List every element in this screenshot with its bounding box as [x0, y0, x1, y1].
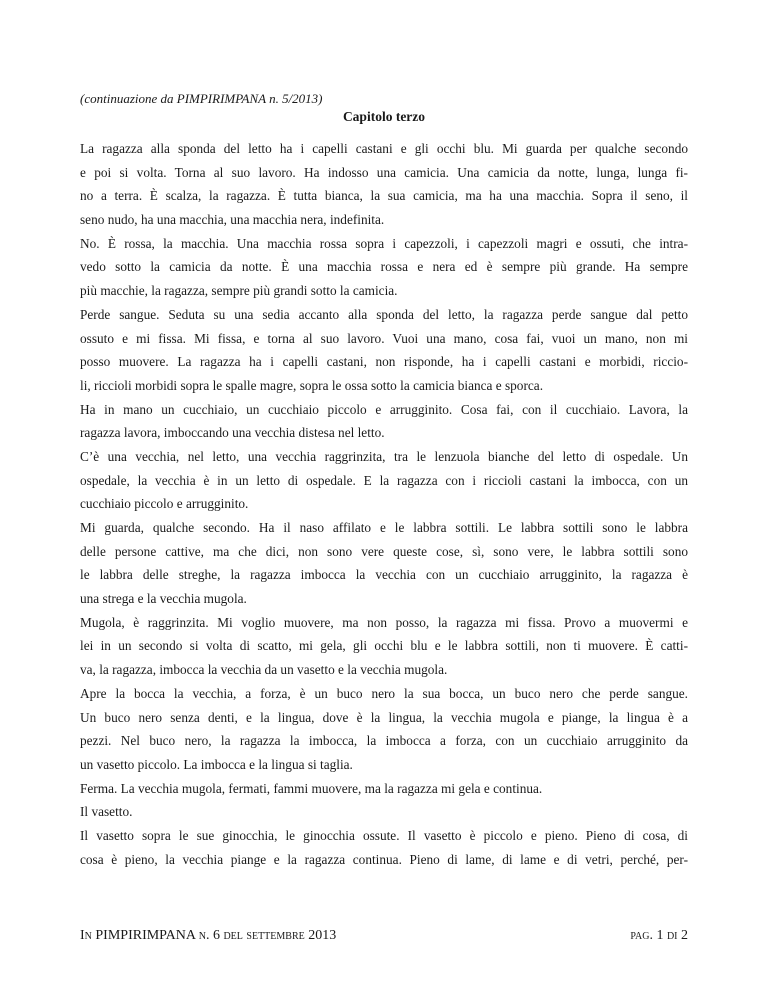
text-line: Ferma. La vecchia mugola, fermati, fammi muovere, ma la ragazza mi gela e continua. [80, 780, 543, 796]
continuation-note: (continuazione da PIMPIRIMPANA n. 5/2013) [80, 91, 323, 106]
text-line: e poi si volta. Torna al suo lavoro. Ha indosso una camicia. Una camicia da notte, lunga, lunga fi- [80, 164, 688, 180]
text-line: pezzi. Nel buco nero, la ragazza la imbocca, la imbocca a forza, con un cucchiaio arrugginito da [80, 733, 688, 749]
text-line: ragazza lavora, imboccando una vecchia distesa nel letto. [80, 425, 385, 441]
chapter-title: Capitolo terzo [342, 109, 426, 124]
text-line: Perde sangue. Seduta su una sedia accanto alla sponda del letto, la ragazza perde sangue dal petto [80, 306, 688, 322]
text-line: vedo sotto la camicia da notte. È una macchia rossa e nera ed è sempre più grande. Ha sempre [80, 259, 688, 275]
text-line: va, la ragazza, imbocca la vecchia da un vasetto e la vecchia mugola. [80, 662, 448, 678]
text-line: posso muovere. La ragazza ha i capelli castani, non risponde, ha i capelli castani e morbidi, riccio- [80, 354, 688, 370]
text-line: Il vasetto. [80, 804, 133, 820]
text-line: cosa è pieno, la vecchia piange e la ragazza continua. Pieno di lame, di lame e di vetri, perché, per- [80, 851, 688, 867]
footer-publication: In PIMPIRIMPANA n. 6 del settembre 2013 [80, 928, 337, 943]
text-line: Un buco nero senza denti, e la lingua, dove è la lingua, la vecchia mugola e piange, la lingua è a [80, 709, 688, 725]
text-line: no a terra. È scalza, la ragazza. È tutta bianca, la sua camicia, ma ha una macchia. Sopra il seno, il [80, 188, 688, 204]
footer-page-number: pag. 1 di 2 [630, 928, 688, 943]
text-line: Mi guarda, qualche secondo. Ha il naso affilato e le labbra sottili. Le labbra sottili sono le labbra [80, 520, 688, 535]
text-line: Ha in mano un cucchiaio, un cucchiaio piccolo e arrugginito. Cosa fai, con il cucchiaio. Lavora, la [80, 401, 688, 417]
text-line: li, riccioli morbidi sopra le spalle magre, sopra le ossa sotto la camicia bianca e sporca. [80, 377, 544, 393]
text-line: ossuto e mi fissa. Mi fissa, e torna al suo lavoro. Vuoi una mano, cosa fai, vuoi un mano, non mi [80, 330, 688, 346]
text-line: una strega e la vecchia mugola. [80, 591, 247, 607]
text-line: seno nudo, ha una macchia, una macchia nera, indefinita. [80, 212, 385, 228]
text-line: le labbra delle streghe, la ragazza imbocca la vecchia con un cucchiaio arrugginito, la ragazza è [80, 567, 688, 583]
story-body [80, 137, 688, 871]
text-line: La ragazza alla sponda del letto ha i capelli castani e gli occhi blu. Mi guarda per qualche secondo [80, 141, 688, 156]
text-line: lei in un secondo si volta di scatto, mi gela, gli occhi blu e le labbra sottili, non ti muovere. È catti- [80, 638, 688, 654]
text-line: cucchiaio piccolo e arrugginito. [80, 496, 249, 512]
text-line: un vasetto piccolo. La imbocca e la lingua si taglia. [80, 756, 353, 772]
text-line: più macchie, la ragazza, sempre più grandi sotto la camicia. [80, 283, 398, 299]
text-line: ospedale, la vecchia è in un letto di ospedale. E la ragazza con i riccioli castani la imbocca, con un [80, 472, 688, 488]
text-line: No. È rossa, la macchia. Una macchia rossa sopra i capezzoli, i capezzoli magri e ossuti, che intra- [80, 235, 688, 251]
text-line: Il vasetto sopra le sue ginocchia, le ginocchia ossute. Il vasetto è piccolo e pieno. Pieno di cosa, di [80, 827, 688, 843]
text-line: delle persone cattive, ma che dici, non sono vere queste cose, sì, sono vere, le labbra sottili sono [80, 543, 688, 559]
text-line: Apre la bocca la vecchia, a forza, è un buco nero la sua bocca, un buco nero che perde sangue. [80, 685, 688, 701]
text-line: Mugola, è raggrinzita. Mi voglio muovere, ma non posso, la ragazza mi fissa. Provo a muovermi e [80, 614, 688, 630]
text-line: C’è una vecchia, nel letto, una vecchia raggrinzita, tra le lenzuola bianche del letto di ospedale. Un [80, 448, 688, 464]
